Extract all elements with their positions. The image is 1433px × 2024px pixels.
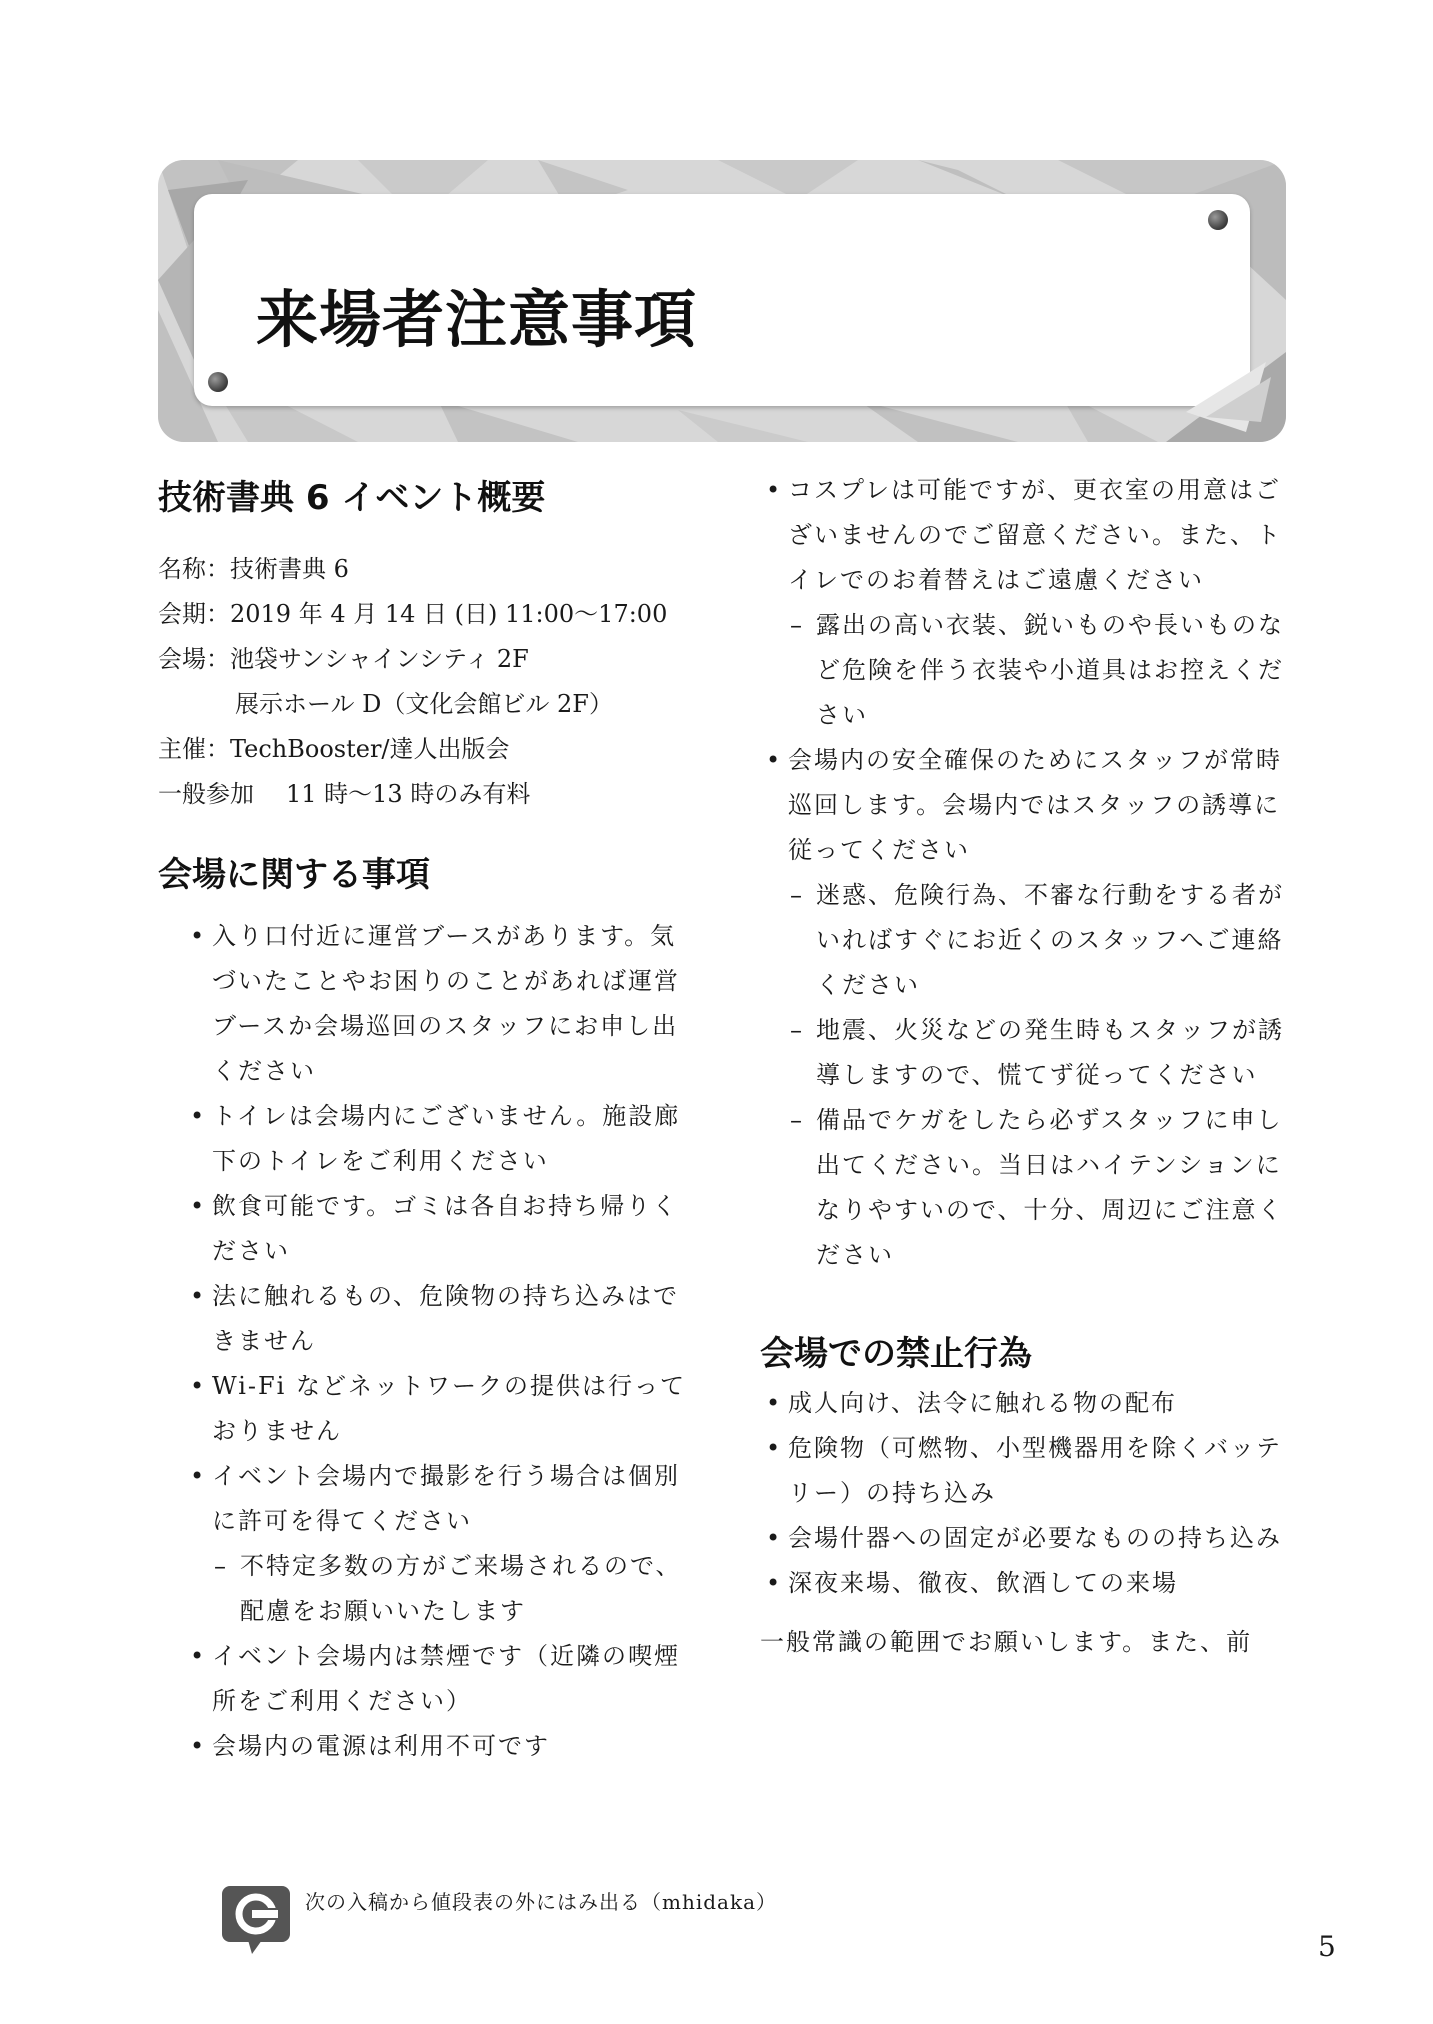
venue-heading: 会場に関する事項: [158, 855, 430, 895]
list-item: • 成人向け、法令に触れる物の配布: [760, 1381, 1290, 1426]
sub-list-item: – 不特定多数の方がご来場されるので、配慮をお願いいたします: [212, 1544, 698, 1634]
list-item: [760, 738, 1290, 1278]
list-item: • 入り口付近に運営ブースがあります。気づいたことやお困りのことがあれば運営ブースか会場巡回のスタッフにお申し出ください: [158, 914, 698, 1094]
right-column: [760, 470, 1290, 1665]
list-item: • イベント会場内は禁煙です（近隣の喫煙所をご利用ください）: [158, 1634, 698, 1724]
list-item-text: 会場内の安全確保のためにスタッフが常時巡回します。会場内ではスタッフの誘導に従ってください: [788, 746, 1282, 864]
overview-value: 2019 年 4 月 14 日 (日) 11:00〜17:00: [230, 600, 668, 628]
overview-summary: [158, 547, 698, 817]
sub-list: [212, 1544, 698, 1634]
overview-row: [158, 727, 698, 772]
comment-bubble-icon: [220, 1884, 292, 1956]
title-banner: [158, 160, 1286, 442]
list-item: • 会場什器への固定が必要なものの持ち込み: [760, 1516, 1290, 1561]
list-item-text: イベント会場内で撮影を行う場合は個別に許可を得てください: [212, 1462, 680, 1535]
overview-value: 展示ホール D（文化会館ビル 2F）: [235, 690, 613, 718]
page-curl-icon: [1146, 322, 1286, 442]
list-item-text: コスプレは可能ですが、更衣室の用意はございませんのでご留意ください。また、トイレでのお着替えはご遠慮ください: [788, 476, 1282, 594]
overview-label: 名称：: [158, 555, 230, 583]
sub-list-item: – 備品でケガをしたら必ずスタッフに申し出てください。当日はハイテンションになりやすいので、十分、周辺にご注意ください: [788, 1098, 1290, 1278]
overview-value: 技術書典 6: [230, 555, 349, 583]
overview-row: [158, 547, 698, 592]
fee-label: 一般参加: [158, 780, 254, 808]
overview-row: [158, 637, 698, 682]
overview-label: 主催：: [158, 735, 230, 763]
closing-paragraph: 一般常識の範囲でお願いします。また、前: [760, 1628, 1253, 1656]
list-item: • 法に触れるもの、危険物の持ち込みはできません: [158, 1274, 698, 1364]
overview-value: 池袋サンシャインシティ 2F: [230, 645, 529, 673]
overview-row: [158, 592, 698, 637]
sub-list: [788, 603, 1290, 738]
page-number: 5: [1318, 1930, 1336, 1963]
page-title: 来場者注意事項: [256, 283, 698, 356]
list-item: • Wi-Fi などネットワークの提供は行っておりません: [158, 1364, 698, 1454]
sub-list-item: – 露出の高い衣装、鋭いものや長いものなど危険を伴う衣装や小道具はお控えください: [788, 603, 1290, 738]
venue-list: [158, 914, 698, 1769]
list-item: [158, 1454, 698, 1634]
sub-list: [788, 873, 1290, 1278]
overview-label: 会場：: [158, 645, 230, 673]
list-item: • 危険物（可燃物、小型機器用を除くバッテリー）の持ち込み: [760, 1426, 1290, 1516]
pin-icon: [208, 372, 228, 392]
list-item: • 飲食可能です。ゴミは各自お持ち帰りください: [158, 1184, 698, 1274]
left-column: [158, 470, 698, 1769]
sub-list-item: – 迷惑、危険行為、不審な行動をする者がいればすぐにお近くのスタッフへご連絡ください: [788, 873, 1290, 1008]
venue-list-continued: [760, 468, 1290, 1278]
overview-row: [158, 682, 698, 727]
fee-value: 11 時〜13 時のみ有料: [286, 780, 531, 808]
overview-label: 会期：: [158, 600, 230, 628]
list-item: [760, 468, 1290, 738]
overview-heading: 技術書典 6 イベント概要: [158, 478, 546, 518]
prohibited-list: [760, 1381, 1290, 1606]
sub-list-item: – 地震、火災などの発生時もスタッフが誘導しますので、慌てず従ってください: [788, 1008, 1290, 1098]
list-item: • 深夜来場、徹夜、飲酒しての来場: [760, 1561, 1290, 1606]
overview-fee-row: [158, 772, 698, 817]
footer-note: 次の入稿から値段表の外にはみ出る（mhidaka）: [305, 1890, 778, 1914]
list-item: • 会場内の電源は利用不可です: [158, 1724, 698, 1769]
pin-icon: [1208, 210, 1228, 230]
list-item: • トイレは会場内にございません。施設廊下のトイレをご利用ください: [158, 1094, 698, 1184]
overview-value: TechBooster/達人出版会: [230, 735, 510, 763]
prohibited-heading: 会場での禁止行為: [760, 1334, 1032, 1374]
